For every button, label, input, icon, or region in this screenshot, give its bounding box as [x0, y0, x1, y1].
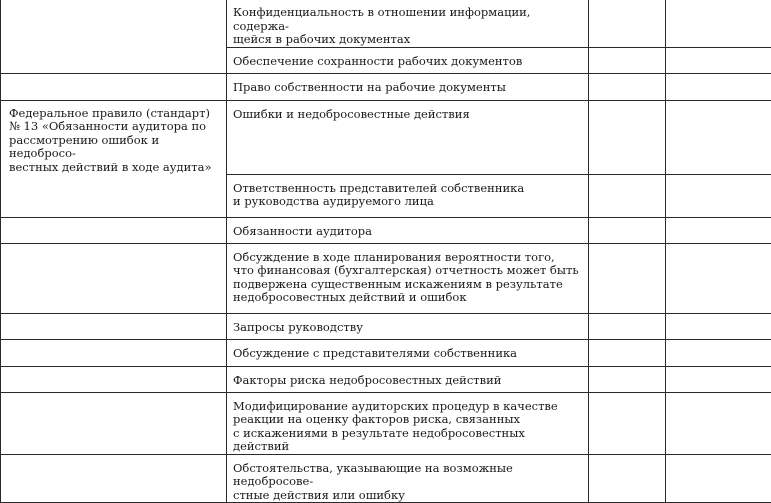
empty-cell — [589, 217, 666, 243]
empty-cell — [589, 243, 666, 313]
empty-cell — [589, 339, 666, 366]
table-row — [1, 0, 771, 47]
table-row — [1, 47, 771, 73]
empty-cell — [589, 0, 666, 47]
topic-cell: Обсуждение в ходе планирования вероятности того, что финансовая (бухгалтерская) отчетность может быть подвержена существенным искажениям в результате недобросовестных действий и ошибок — [227, 243, 589, 313]
topic-cell: Обеспечение сохранности рабочих документов — [227, 47, 589, 73]
standard-cell — [1, 243, 227, 313]
topic-cell: Право собственности на рабочие документы — [227, 73, 589, 100]
empty-cell — [589, 313, 666, 339]
empty-cell — [666, 100, 771, 174]
table-row — [1, 100, 771, 174]
standard-cell — [1, 366, 227, 392]
standard-cell — [1, 454, 227, 503]
topic-cell: Ошибки и недобросовестные действия — [227, 100, 589, 174]
empty-cell — [666, 454, 771, 503]
topic-cell: Обстоятельства, указывающие на возможные недобросове- стные действия или ошибку — [227, 454, 589, 503]
standard-cell — [1, 313, 227, 339]
table-row — [1, 243, 771, 313]
standard-cell — [1, 0, 227, 47]
topic-cell: Конфиденциальность в отношении информации, содержа- щейся в рабочих документах — [227, 0, 589, 47]
table-row — [1, 366, 771, 392]
empty-cell — [589, 73, 666, 100]
empty-cell — [666, 366, 771, 392]
empty-cell — [589, 174, 666, 217]
standard-cell — [1, 174, 227, 217]
topic-cell: Запросы руководству — [227, 313, 589, 339]
table-row — [1, 217, 771, 243]
table-row — [1, 174, 771, 217]
empty-cell — [666, 339, 771, 366]
standard-cell — [1, 73, 227, 100]
empty-cell — [589, 366, 666, 392]
empty-cell — [589, 454, 666, 503]
empty-cell — [666, 73, 771, 100]
empty-cell — [666, 47, 771, 73]
standard-cell — [1, 217, 227, 243]
topic-cell: Обязанности аудитора — [227, 217, 589, 243]
empty-cell — [666, 0, 771, 47]
table-row — [1, 73, 771, 100]
table-row — [1, 339, 771, 366]
empty-cell — [589, 392, 666, 454]
table-row — [1, 454, 771, 503]
standard-cell — [1, 339, 227, 366]
table-row — [1, 313, 771, 339]
empty-cell — [589, 47, 666, 73]
topic-cell: Обсуждение с представителями собственника — [227, 339, 589, 366]
empty-cell — [666, 392, 771, 454]
empty-cell — [666, 174, 771, 217]
table-row — [1, 392, 771, 454]
empty-cell — [666, 243, 771, 313]
standard-title: Федеральное правило (стандарт) № 13 «Обязанности аудитора по рассмотрению ошибок и недобросо- вестных действий в ходе аудита» — [1, 100, 227, 174]
topic-cell: Модифицирование аудиторских процедур в качестве реакции на оценку факторов риска, связанных с искажениями в результате недобросовестных действий — [227, 392, 589, 454]
topic-cell: Факторы риска недобросовестных действий — [227, 366, 589, 392]
standard-cell — [1, 47, 227, 73]
topic-cell: Ответственность представителей собственника и руководства аудируемого лица — [227, 174, 589, 217]
empty-cell — [666, 313, 771, 339]
empty-cell — [666, 217, 771, 243]
standard-cell — [1, 392, 227, 454]
empty-cell — [589, 100, 666, 174]
